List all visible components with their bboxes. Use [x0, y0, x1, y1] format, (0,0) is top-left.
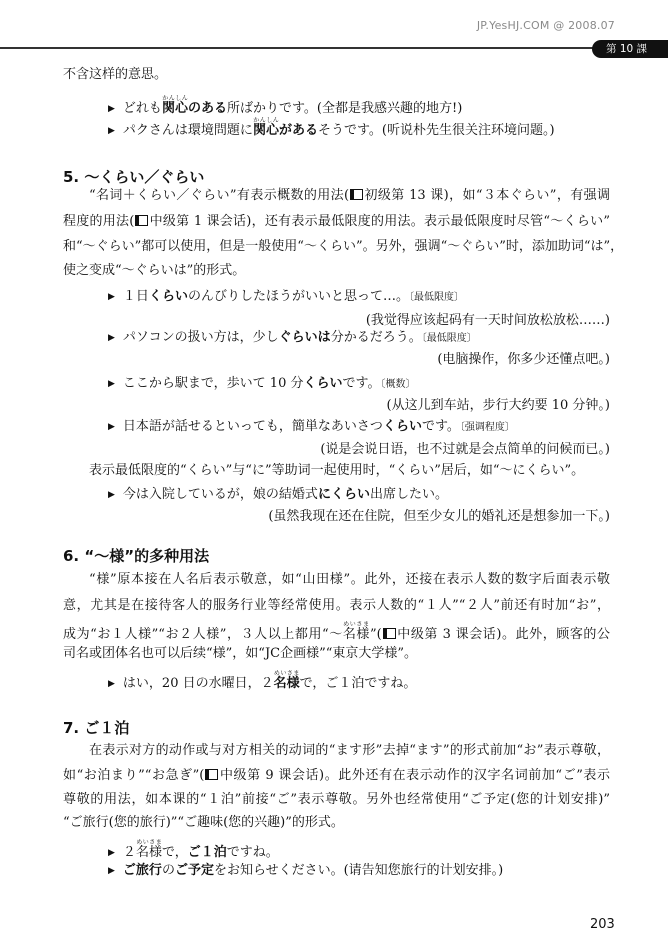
text-segment: パソコンの扱い方は，少し [122, 330, 279, 345]
text-segment: パクさんは環境問題に [122, 123, 253, 138]
furigana: かんしん [252, 117, 279, 124]
text-segment: ですね。 [226, 845, 279, 860]
text-segment: 成为“お１人様”“お２人様”，３人以上都用“～ [63, 627, 343, 642]
usage-tag: 〔最低限度〕 [421, 333, 477, 344]
ruby-base: 名様 [342, 627, 370, 642]
bullet-arrow-icon: ▶ [108, 866, 115, 876]
text-segment: “様”原本接在人名后表示敬意，如“山田様”。此外，还接在表示人数的数字后面表示敬 [89, 572, 610, 587]
translation [366, 312, 610, 330]
text-segment: です。 [342, 376, 381, 391]
furigana: めいさま [135, 839, 162, 846]
paragraph-line [63, 767, 610, 785]
text-segment: で， [161, 845, 188, 860]
text-segment: 表示最低限度的“くらい”与“に”等助词一起使用时，“くらい”居后，如“～にくらい”。 [89, 463, 585, 478]
ruby-base: 関心 [161, 101, 188, 116]
paragraph-line [63, 814, 610, 832]
translation [387, 397, 610, 415]
book-reference-icon [350, 189, 363, 200]
section-heading-7 [63, 719, 129, 737]
ruby-text [342, 621, 370, 642]
text-segment: 使之变成“～ぐらいは”的形式。 [63, 263, 246, 278]
ruby-text [135, 839, 162, 860]
section-heading-6 [63, 547, 209, 565]
text-segment: 出席したい。 [369, 487, 448, 502]
text-segment: で，ご１泊ですね。 [299, 676, 417, 691]
bullet-arrow-icon: ▶ [108, 292, 115, 302]
text-segment: 不含这样的意思。 [63, 67, 168, 82]
book-reference-icon [135, 215, 148, 226]
paragraph-line [63, 262, 610, 280]
emphasized-text: くらい [148, 289, 188, 304]
text-segment: そうです。(听说朴先生很关注环境问题。) [317, 123, 555, 138]
bullet-arrow-icon: ▶ [108, 490, 115, 500]
text-segment: 如“お泊まり”“お急ぎ”( [63, 768, 205, 783]
example-sentence [108, 486, 448, 505]
emphasized-text: ぐらいは [278, 330, 331, 345]
text-segment: １日 [122, 289, 149, 304]
book-reference-icon [383, 628, 396, 639]
emphasized-text: のある [187, 101, 227, 116]
text-segment: “名词＋くらい／ぐらい”有表示概数的用法( [89, 188, 350, 203]
example-sentence [108, 375, 415, 394]
text-segment: 中级第 9 课会话)。此外还有在表示动作的汉字名词前加“ご”表示 [219, 768, 610, 783]
ruby-text [273, 670, 300, 691]
furigana: かんしん [161, 95, 188, 102]
bullet-arrow-icon: ▶ [108, 679, 115, 689]
text-segment: “ご旅行(您的旅行)”“ご趣味(您的兴趣)”的形式。 [63, 815, 344, 830]
translation [437, 351, 610, 369]
ruby-base: 関心 [252, 123, 279, 138]
text-segment: ２ [122, 845, 136, 860]
text-segment: 分かるだろう。 [330, 330, 422, 345]
emphasized-text: にくらい [317, 487, 370, 502]
text-segment: 日本語が話せるといっても，簡単なあいさつ [122, 419, 383, 434]
paragraph-line [63, 597, 610, 615]
paragraph-line [63, 791, 610, 809]
text-segment: ”( [369, 627, 382, 642]
text-segment: 中级第 1 课会话)，还有表示最低限度的用法。表示最低限度时尽管“～くらい” [149, 214, 610, 229]
paragraph-line [63, 238, 624, 256]
ruby-base: 名様 [273, 676, 300, 691]
paragraph-line [63, 742, 610, 760]
emphasized-text: くらい [382, 419, 422, 434]
text-segment: はい，20 日の水曜日，２ [122, 676, 274, 691]
bullet-arrow-icon: ▶ [108, 333, 115, 343]
text-segment: (从这儿到车站，步行大约要 10 分钟。) [386, 398, 610, 413]
emphasized-text: ご予定 [174, 863, 214, 878]
book-reference-icon [205, 769, 218, 780]
example-sentence [108, 862, 503, 881]
bullet-arrow-icon: ▶ [108, 379, 115, 389]
example-sentence [108, 288, 464, 307]
text-segment: 5. ～くらい／ぐらい [63, 168, 205, 186]
text-segment: 程度的用法( [63, 214, 135, 229]
text-segment: 司名或团体名也可以后续“様”，如“JC企画様”“東京大学様”。 [63, 646, 418, 661]
ruby-text [252, 117, 279, 138]
bullet-arrow-icon: ▶ [108, 104, 115, 114]
bullet-arrow-icon: ▶ [108, 848, 115, 858]
translation [268, 508, 610, 526]
text-segment: 中级第 3 课会话)。此外，顾客的公 [396, 627, 611, 642]
text-segment: 在表示对方的动作或与对方相关的动词的“ます形”去掉“ます”的形式前加“お”表示尊敬， [89, 743, 610, 758]
bullet-arrow-icon: ▶ [108, 126, 115, 136]
emphasized-text: ご旅行 [122, 863, 162, 878]
text-segment: (说是会说日语，也不过就是会点简单的问候而已。) [320, 442, 610, 457]
text-segment: をお知らせください。(请告知您旅行的计划安排。) [213, 863, 504, 878]
text-segment: 6. “～様”的多种用法 [63, 547, 210, 565]
text-segment: 今は入院しているが，娘の結婚式 [122, 487, 318, 502]
chapter-badge: 第 10 課 [592, 40, 668, 58]
text-segment: 7. ご１泊 [63, 719, 130, 737]
example-sentence [108, 117, 555, 141]
paragraph-line [63, 213, 610, 231]
text-segment: (我觉得应该起码有一天时间放松放松……) [365, 313, 610, 328]
emphasized-text: くらい [303, 376, 343, 391]
paragraph-line [63, 645, 610, 663]
text-segment: 意，尤其是在接待客人的服务行业等经常使用。表示人数的“１人”“２人”前还有时加“お”， [63, 598, 610, 613]
text-segment: (电脑操作，你多少还懂点吧。) [437, 352, 610, 367]
watermark: JP.YesHJ.COM @ 2008.07 [476, 19, 615, 32]
text-segment: 和“～ぐらい”都可以使用，但是一般使用“～くらい”。另外，强调“～ぐらい”时，添加助词“は”， [63, 239, 624, 254]
furigana: めいさま [342, 621, 370, 628]
translation [320, 441, 610, 459]
text-segment: 初级第 13 课)，如“３本ぐらい”，有强调 [364, 188, 610, 203]
usage-tag: 〔最低限度〕 [408, 292, 464, 303]
text-segment: 所ばかりです。(全都是我感兴趣的地方!) [226, 101, 463, 116]
example-sentence [108, 670, 416, 694]
text-segment: ここから駅まで，歩いて 10 分 [122, 376, 304, 391]
usage-tag: 〔概数〕 [380, 379, 416, 390]
text-segment: の [161, 863, 175, 878]
text-segment: です。 [421, 419, 460, 434]
ruby-text [161, 95, 188, 116]
text-segment: (虽然我现在还在住院，但至少女儿的婚礼还是想参加一下。) [268, 509, 610, 524]
furigana: めいさま [273, 670, 300, 677]
example-sentence [108, 329, 477, 348]
usage-tag: 〔强调程度〕 [459, 422, 515, 433]
emphasized-text: ご１泊 [187, 845, 227, 860]
ruby-base: 名様 [135, 845, 162, 860]
example-sentence [108, 95, 462, 119]
paragraph-line [63, 571, 610, 589]
emphasized-text: がある [278, 123, 318, 138]
paragraph-line [63, 66, 610, 84]
header-rule [0, 47, 600, 49]
paragraph-line [63, 462, 610, 480]
example-sentence [108, 418, 515, 437]
section-heading-5 [63, 168, 204, 186]
paragraph-line [63, 187, 610, 205]
page-number: 203 [590, 917, 615, 932]
example-sentence [108, 839, 279, 863]
text-segment: どれも [122, 101, 162, 116]
text-segment: 尊敬的用法，如本课的“１泊”前接“ご”表示尊敬。另外也经常使用“ご予定(您的计划安排)” [63, 792, 610, 807]
text-segment: のんびりしたほうがいいと思って…。 [187, 289, 409, 304]
bullet-arrow-icon: ▶ [108, 422, 115, 432]
paragraph-line [63, 621, 610, 644]
